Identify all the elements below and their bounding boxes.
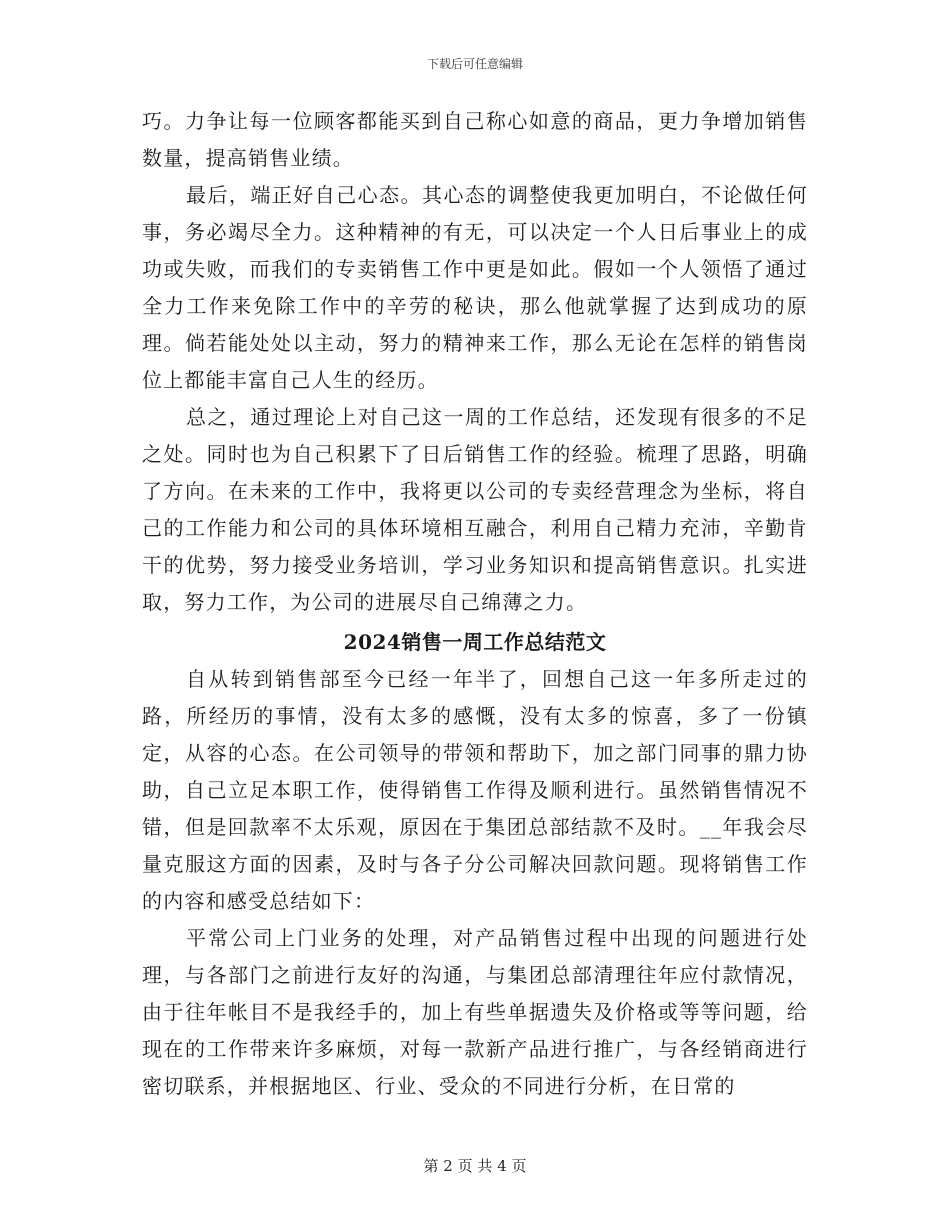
page-number-indicator: 第 2 页 共 4 页 [423,1157,527,1175]
paragraph-intro: 自从转到销售部至今已经一年半了，回想自己这一年多所走过的路，所经历的事情，没有太多的感慨，没有太多的惊喜，多了一份镇定，从容的心态。在公司领导的带领和帮助下，加之部门同事的鼎力协助，自己立足本职工作，使得销售工作得及顺利进行。虽然销售情况不错，但是回款率不太乐观，原因在于集团总部结款不及时。__年我会尽量克服这方面的因素，及时与各子分公司解决回款问题。现将销售工作的内容和感受总结如下： [142,667,808,913]
paragraph-conclusion: 总之，通过理论上对自己这一周的工作总结，还发现有很多的不足之处。同时也为自己积累下了日后销售工作的经验。梳理了思路，明确了方向。在未来的工作中，我将更以公司的专卖经营理念为坐标，将自己的工作能力和公司的具体环境相互融合，利用自己精力充沛，辛勤肯干的优势，努力接受业务培训，学习业务知识和提高销售意识。扎实进取，努力工作，为公司的进展尽自己绵薄之力。 [142,405,808,614]
paragraph-continuation: 巧。力争让每一位顾客都能买到自己称心如意的商品，更力争增加销售数量，提高销售业绩。 [142,109,808,170]
paragraph-mindset: 最后，端正好自己心态。其心态的调整使我更加明白，不论做任何事，务必竭尽全力。这种精神的有无，可以决定一个人日后事业上的成功或失败，而我们的专卖销售工作中更是如此。假如一个人领悟了通过全力工作来免除工作中的辛劳的秘诀，那么他就掌握了达到成功的原理。倘若能处处以主动，努力的精神来工作，那么无论在怎样的销售岗位上都能丰富自己人生的经历。 [142,183,808,392]
paragraph-daily-work: 平常公司上门业务的处理，对产品销售过程中出现的问题进行处理，与各部门之前进行友好的沟通，与集团总部清理往年应付款情况，由于往年帐目不是我经手的，加上有些单据遗失及价格或等等问题，给现在的工作带来许多麻烦，对每一款新产品进行推广，与各经销商进行密切联系，并根据地区、行业、受众的不同进行分析，在日常的 [142,926,808,1098]
page-header-note: 下载后可任意编辑 [426,57,523,71]
document-body [142,103,808,1105]
document-title: 2024销售一周工作总结范文 [343,630,607,654]
